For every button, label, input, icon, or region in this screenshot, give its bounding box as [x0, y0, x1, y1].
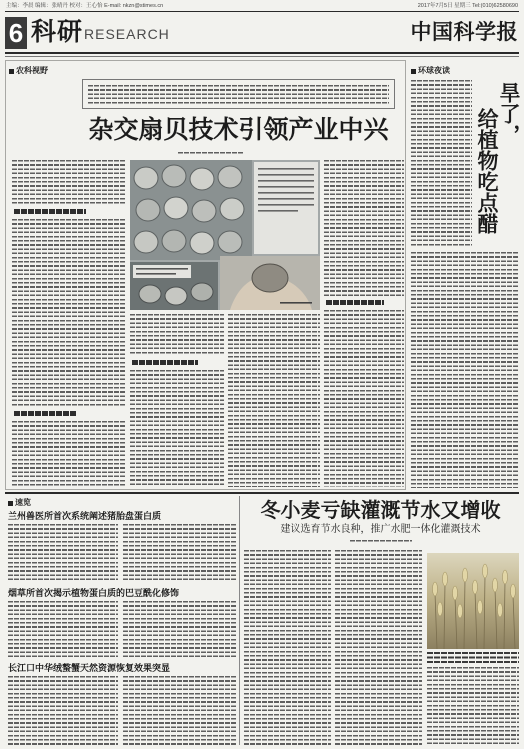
hand-holding-scallop-photo [220, 256, 320, 310]
editor-note-box [82, 79, 395, 109]
feature-subhead [326, 300, 384, 305]
date-line: 2017年7月5日 星期三 Tel:(010)62580690 [417, 3, 518, 9]
wheat-headline: 冬小麦亏缺灌溉节水又增收 [260, 500, 501, 522]
wheat-body-text [427, 667, 519, 745]
newspaper-logo: 中国科学报 [410, 20, 518, 44]
sidebar-column-label [411, 66, 450, 76]
scallop-tray [130, 160, 252, 260]
briefs-column-label-text: 速览 [15, 498, 31, 507]
scallop-photo-image [130, 160, 320, 310]
masthead-thin-rule [5, 56, 519, 57]
masthead-rule [5, 52, 519, 54]
section-title-en: RESEARCH [84, 26, 170, 42]
briefs-divider [239, 496, 240, 745]
brief-title: 长江口中华绒螯蟹天然资源恢复效果突显 [8, 663, 171, 673]
photo-caption-box [254, 162, 318, 254]
feature-subhead [132, 360, 198, 365]
top-rule [5, 11, 519, 12]
brief-title: 烟草所首次揭示植物蛋白质的巴豆酰化修饰 [8, 588, 180, 598]
feature-headline: 杂交扇贝技术引领产业中兴 [88, 117, 389, 144]
section-marker-icon [9, 69, 14, 74]
wheat-byline [350, 540, 412, 543]
feature-body-text [324, 310, 404, 487]
brief-body-text [8, 676, 118, 745]
scallop-inset-photo [130, 262, 218, 310]
wheat-body-text [335, 550, 422, 745]
sidebar-body-text [411, 80, 472, 248]
page-number: 6 [5, 17, 27, 49]
feature-body-text [228, 314, 320, 487]
sidebar-body-text [411, 252, 518, 488]
sidebar-headline-line2: 给植物吃点醋 [475, 108, 499, 234]
feature-body-text [324, 160, 404, 296]
briefs-column-label [8, 498, 31, 508]
feature-byline [178, 152, 244, 155]
feature-body-text [130, 370, 224, 487]
brief-body-text [123, 601, 236, 657]
section-title: 科研 [31, 19, 84, 46]
brief-body-text [8, 601, 118, 657]
brief-body-text [8, 524, 118, 582]
editor-note-text [88, 85, 389, 105]
feature-column-label-text: 农科视野 [16, 66, 48, 75]
feature-body-text [12, 219, 125, 407]
wheat-field-photo [427, 553, 519, 649]
brief-title: 兰州兽医所首次系统阐述猪胎盘蛋白质 [8, 511, 162, 521]
brief-body-text [123, 524, 236, 582]
feature-body-text [12, 421, 125, 487]
wheat-photo-caption [427, 652, 519, 663]
feature-body-text [12, 160, 125, 204]
editors-line: 主编：李晨 编辑：张晴丹 校对：王心怡 E-mail: nkzn@stimes.cn [6, 3, 164, 9]
sidebar-headline-line1: 旱了， [497, 82, 521, 145]
scallop-photo [130, 160, 320, 310]
wheat-field-image [427, 553, 519, 649]
feature-subhead [14, 411, 76, 416]
brief-body-text [123, 676, 236, 745]
feature-subhead [14, 209, 86, 214]
wheat-body-text [244, 550, 331, 745]
wheat-subheadline: 建议选育节水良种，推广水肥一体化灌溉技术 [280, 524, 481, 535]
sidebar-column-label-text: 环球夜读 [418, 66, 450, 75]
feature-body-text [130, 314, 224, 356]
section-divider [5, 492, 519, 494]
section-marker-icon [8, 501, 13, 506]
feature-column-label [9, 66, 48, 76]
section-marker-icon [411, 69, 416, 74]
